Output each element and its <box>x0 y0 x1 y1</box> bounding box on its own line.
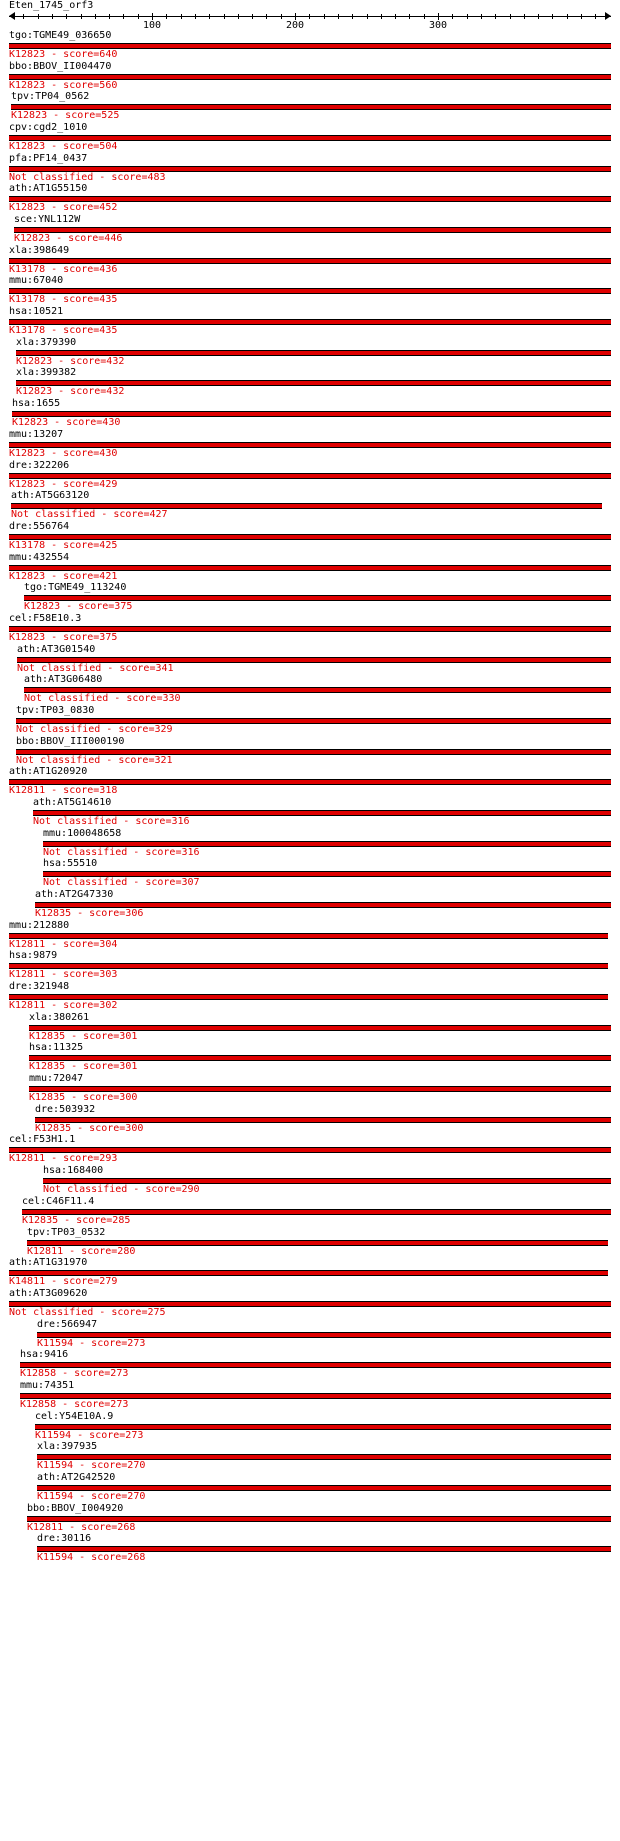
hit-row[interactable] <box>20 1380 611 1411</box>
hit-gene-link[interactable]: tpv:TP03_0532 <box>27 1227 106 1238</box>
hit-gene-link[interactable]: hsa:10521 <box>9 306 64 317</box>
hit-annotation: Not classified - score=321 <box>16 755 173 766</box>
hit-annotation: K13178 - score=436 <box>9 264 118 275</box>
axis-major-tick <box>438 13 439 20</box>
hit-gene-link[interactable]: bbo:BBOV_III000190 <box>16 736 125 747</box>
hit-gene-link[interactable]: cel:C46F11.4 <box>22 1196 95 1207</box>
axis-major-tick <box>152 13 153 20</box>
hit-row[interactable] <box>16 337 611 368</box>
hit-row[interactable] <box>9 1288 611 1319</box>
hit-gene-link[interactable]: tgo:TGME49_036650 <box>9 30 112 41</box>
axis-minor-tick <box>52 14 53 19</box>
axis-line <box>9 16 611 17</box>
hit-row[interactable] <box>37 1472 611 1503</box>
hit-annotation: K12858 - score=273 <box>20 1399 129 1410</box>
hit-row[interactable] <box>9 153 611 184</box>
hit-row[interactable] <box>11 490 602 521</box>
hit-annotation: K12823 - score=375 <box>24 601 133 612</box>
hit-gene-link[interactable]: hsa:11325 <box>29 1042 84 1053</box>
hit-gene-link[interactable]: dre:566947 <box>37 1319 98 1330</box>
hit-annotation: Not classified - score=290 <box>43 1184 200 1195</box>
hit-annotation: K12811 - score=318 <box>9 785 118 796</box>
axis-major-tick <box>295 13 296 20</box>
hit-row[interactable] <box>16 367 611 398</box>
hit-row[interactable] <box>9 183 611 214</box>
hit-row[interactable] <box>37 1533 611 1564</box>
axis-minor-tick <box>281 14 282 19</box>
hit-annotation: K12823 - score=432 <box>16 386 125 397</box>
hit-gene-link[interactable]: dre:30116 <box>37 1533 92 1544</box>
axis-minor-tick <box>510 14 511 19</box>
hit-annotation: K12858 - score=273 <box>20 1368 129 1379</box>
axis-minor-tick <box>467 14 468 19</box>
hit-annotation: K12823 - score=640 <box>9 49 118 60</box>
hit-annotation: K12823 - score=525 <box>11 110 120 121</box>
axis-minor-tick <box>595 14 596 19</box>
hit-row[interactable] <box>17 644 611 675</box>
hit-gene-link[interactable]: ath:AT5G63120 <box>11 490 90 501</box>
hit-row[interactable] <box>11 91 611 122</box>
hit-row[interactable] <box>35 1104 611 1135</box>
axis-minor-tick <box>409 14 410 19</box>
axis-tick-label: 200 <box>285 20 305 31</box>
hit-gene-link[interactable]: cel:F58E10.3 <box>9 613 82 624</box>
hit-gene-link[interactable]: ath:AT3G01540 <box>17 644 96 655</box>
hit-annotation: K12823 - score=429 <box>9 479 118 490</box>
hit-gene-link[interactable]: cel:Y54E10A.9 <box>35 1411 114 1422</box>
hit-row[interactable] <box>9 521 611 552</box>
hit-annotation: K12835 - score=306 <box>35 908 144 919</box>
hit-annotation: Not classified - score=275 <box>9 1307 166 1318</box>
hit-gene-link[interactable]: ath:AT1G31970 <box>9 1257 88 1268</box>
axis-minor-tick <box>66 14 67 19</box>
hit-row[interactable] <box>33 797 611 828</box>
axis-tick-label: 300 <box>428 20 448 31</box>
axis-minor-tick <box>81 14 82 19</box>
hit-gene-link[interactable]: dre:503932 <box>35 1104 96 1115</box>
hit-row[interactable] <box>27 1227 608 1258</box>
hit-row[interactable] <box>35 1411 611 1442</box>
hit-row[interactable] <box>9 1257 608 1288</box>
axis-minor-tick <box>38 14 39 19</box>
hit-row[interactable] <box>16 736 611 767</box>
axis-right-arrow-icon <box>605 12 611 20</box>
hit-annotation: K12823 - score=432 <box>16 356 125 367</box>
hit-gene-link[interactable]: mmu:74351 <box>20 1380 75 1391</box>
hit-row[interactable] <box>14 214 611 245</box>
hit-gene-link[interactable]: xla:398649 <box>9 245 70 256</box>
hit-row[interactable] <box>29 1042 611 1073</box>
hit-annotation: K14811 - score=279 <box>9 1276 118 1287</box>
hit-gene-link[interactable]: ath:AT1G55150 <box>9 183 88 194</box>
hit-gene-link[interactable]: hsa:55510 <box>43 858 98 869</box>
axis-minor-tick <box>338 14 339 19</box>
hit-annotation: K13178 - score=435 <box>9 325 118 336</box>
hit-row[interactable] <box>9 552 611 583</box>
hit-gene-link[interactable]: ath:AT3G09620 <box>9 1288 88 1299</box>
hit-row[interactable] <box>35 889 611 920</box>
hit-annotation: K12811 - score=302 <box>9 1000 118 1011</box>
hit-gene-link[interactable]: mmu:100048658 <box>43 828 122 839</box>
axis-minor-tick <box>195 14 196 19</box>
axis-tick-label: 100 <box>142 20 162 31</box>
axis-minor-tick <box>395 14 396 19</box>
hit-annotation: K13178 - score=435 <box>9 294 118 305</box>
hit-row[interactable] <box>37 1319 611 1350</box>
axis-minor-tick <box>324 14 325 19</box>
hit-gene-link[interactable]: dre:556764 <box>9 521 70 532</box>
hit-annotation: K11594 - score=270 <box>37 1460 146 1471</box>
axis-minor-tick <box>581 14 582 19</box>
hit-row[interactable] <box>43 1165 611 1196</box>
hit-gene-link[interactable]: xla:380261 <box>29 1012 90 1023</box>
hit-row[interactable] <box>9 950 608 981</box>
hit-gene-link[interactable]: hsa:9879 <box>9 950 58 961</box>
hit-gene-link[interactable]: tpv:TP04_0562 <box>11 91 90 102</box>
axis-left-arrow-icon <box>9 12 15 20</box>
axis-minor-tick <box>452 14 453 19</box>
axis-minor-tick <box>524 14 525 19</box>
hit-gene-link[interactable]: ath:AT2G47330 <box>35 889 114 900</box>
hit-gene-link[interactable]: mmu:432554 <box>9 552 70 563</box>
hit-row[interactable] <box>9 460 611 491</box>
hit-annotation: K12811 - score=268 <box>27 1522 136 1533</box>
hit-gene-link[interactable]: xla:399382 <box>16 367 77 378</box>
hit-gene-link[interactable]: mmu:72047 <box>29 1073 84 1084</box>
hit-gene-link[interactable]: mmu:67040 <box>9 275 64 286</box>
hit-annotation: K12811 - score=293 <box>9 1153 118 1164</box>
hit-row[interactable] <box>9 766 611 797</box>
hit-row[interactable] <box>24 582 611 613</box>
hit-annotation: Not classified - score=330 <box>24 693 181 704</box>
axis-minor-tick <box>424 14 425 19</box>
hit-annotation: Not classified - score=307 <box>43 877 200 888</box>
axis-minor-tick <box>138 14 139 19</box>
hit-gene-link[interactable]: cpv:cgd2_1010 <box>9 122 88 133</box>
axis-minor-tick <box>123 14 124 19</box>
axis-minor-tick <box>538 14 539 19</box>
hit-annotation: Not classified - score=316 <box>43 847 200 858</box>
hit-row[interactable] <box>29 1012 611 1043</box>
hit-row[interactable] <box>22 1196 611 1227</box>
hit-gene-link[interactable]: dre:321948 <box>9 981 70 992</box>
hit-annotation: K11594 - score=268 <box>37 1552 146 1563</box>
hit-annotation: K12823 - score=421 <box>9 571 118 582</box>
hit-row[interactable] <box>24 674 611 705</box>
hit-gene-link[interactable]: tpv:TP03_0830 <box>16 705 95 716</box>
axis-minor-tick <box>181 14 182 19</box>
hit-gene-link[interactable]: pfa:PF14_0437 <box>9 153 88 164</box>
hit-annotation: K12823 - score=452 <box>9 202 118 213</box>
hit-row[interactable] <box>9 61 611 92</box>
hit-row[interactable] <box>27 1503 611 1534</box>
hit-gene-link[interactable]: dre:322206 <box>9 460 70 471</box>
axis-minor-tick <box>495 14 496 19</box>
hit-annotation: Not classified - score=341 <box>17 663 174 674</box>
hit-row[interactable] <box>9 1134 611 1165</box>
axis-minor-tick <box>95 14 96 19</box>
axis-minor-tick <box>224 14 225 19</box>
hit-annotation: Not classified - score=483 <box>9 172 166 183</box>
hit-row[interactable] <box>43 858 611 889</box>
axis-minor-tick <box>238 14 239 19</box>
axis-minor-tick <box>567 14 568 19</box>
hit-annotation: K12823 - score=430 <box>12 417 121 428</box>
hit-annotation: K12835 - score=300 <box>29 1092 138 1103</box>
axis-minor-tick <box>552 14 553 19</box>
hit-row[interactable] <box>9 429 611 460</box>
hit-gene-link[interactable]: ath:AT5G14610 <box>33 797 112 808</box>
hit-annotation: K12835 - score=301 <box>29 1061 138 1072</box>
axis-minor-tick <box>109 14 110 19</box>
axis-minor-tick <box>23 14 24 19</box>
hit-annotation: K11594 - score=273 <box>37 1338 146 1349</box>
hit-gene-link[interactable]: xla:397935 <box>37 1441 98 1452</box>
hit-annotation: K12823 - score=504 <box>9 141 118 152</box>
hit-annotation: K12823 - score=375 <box>9 632 118 643</box>
hit-annotation: Not classified - score=329 <box>16 724 173 735</box>
axis-minor-tick <box>352 14 353 19</box>
hit-annotation: K12823 - score=446 <box>14 233 123 244</box>
axis-minor-tick <box>481 14 482 19</box>
hit-annotation: K12835 - score=300 <box>35 1123 144 1134</box>
hit-row[interactable] <box>29 1073 611 1104</box>
axis-minor-tick <box>166 14 167 19</box>
hit-annotation: K11594 - score=273 <box>35 1430 144 1441</box>
hit-row[interactable] <box>9 981 608 1012</box>
hit-row[interactable] <box>9 920 608 951</box>
hit-gene-link[interactable]: cel:F53H1.1 <box>9 1134 76 1145</box>
hit-gene-link[interactable]: sce:YNL112W <box>14 214 81 225</box>
hit-row[interactable] <box>9 122 611 153</box>
hit-annotation: K12835 - score=301 <box>29 1031 138 1042</box>
hit-row[interactable] <box>16 705 611 736</box>
hit-row[interactable] <box>9 30 611 61</box>
hit-gene-link[interactable]: xla:379390 <box>16 337 77 348</box>
hit-gene-link[interactable]: ath:AT3G06480 <box>24 674 103 685</box>
hit-gene-link[interactable]: mmu:13207 <box>9 429 64 440</box>
hit-gene-link[interactable]: hsa:9416 <box>20 1349 69 1360</box>
hit-annotation: K11594 - score=270 <box>37 1491 146 1502</box>
hit-annotation: K12811 - score=280 <box>27 1246 136 1257</box>
axis-minor-tick <box>266 14 267 19</box>
hit-row[interactable] <box>9 306 611 337</box>
axis-minor-tick <box>252 14 253 19</box>
hit-row[interactable] <box>20 1349 611 1380</box>
hit-annotation: K12823 - score=430 <box>9 448 118 459</box>
hit-gene-link[interactable]: hsa:1655 <box>12 398 61 409</box>
hit-annotation: K12811 - score=304 <box>9 939 118 950</box>
hit-annotation: K12811 - score=303 <box>9 969 118 980</box>
hit-annotation: Not classified - score=427 <box>11 509 168 520</box>
axis-minor-tick <box>367 14 368 19</box>
axis-minor-tick <box>309 14 310 19</box>
axis-minor-tick <box>381 14 382 19</box>
hit-row[interactable] <box>37 1441 611 1472</box>
hit-annotation: K12835 - score=285 <box>22 1215 131 1226</box>
hit-gene-link[interactable]: bbo:BBOV_II004470 <box>9 61 112 72</box>
hit-row[interactable] <box>12 398 611 429</box>
query-title: Eten_1745_orf3 <box>9 0 94 11</box>
hit-gene-link[interactable]: ath:AT1G20920 <box>9 766 88 777</box>
hit-row[interactable] <box>9 613 611 644</box>
hit-annotation: K12823 - score=560 <box>9 80 118 91</box>
hit-annotation: Not classified - score=316 <box>33 816 190 827</box>
hit-gene-link[interactable]: ath:AT2G42520 <box>37 1472 116 1483</box>
axis-minor-tick <box>209 14 210 19</box>
hit-row[interactable] <box>9 245 611 276</box>
hit-row[interactable] <box>43 828 611 859</box>
hit-gene-link[interactable]: mmu:212880 <box>9 920 70 931</box>
hit-gene-link[interactable]: tgo:TGME49_113240 <box>24 582 127 593</box>
hit-gene-link[interactable]: bbo:BBOV_I004920 <box>27 1503 124 1514</box>
hit-row[interactable] <box>9 275 611 306</box>
hit-annotation: K13178 - score=425 <box>9 540 118 551</box>
hit-gene-link[interactable]: hsa:168400 <box>43 1165 104 1176</box>
